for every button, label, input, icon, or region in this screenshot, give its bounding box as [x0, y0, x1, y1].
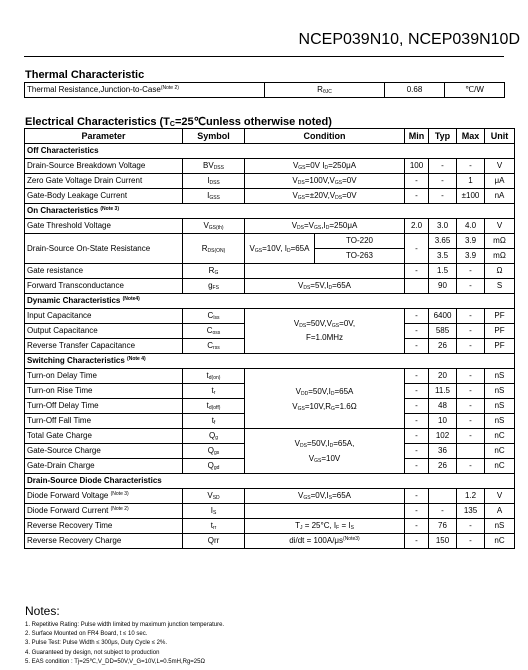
- note-item: 1. Repetitive Rating: Pulse width limited by maximum junction temperature.: [25, 622, 225, 628]
- thermal-table: [24, 82, 505, 98]
- thermal-param: Thermal Resistance,Junction-to-Case$^{(Note 2)}$: [25, 83, 265, 98]
- table-row: Gate resistance $R_G$ - 1.5 - Ω: [25, 264, 515, 279]
- thermal-unit: ℃/W: [445, 83, 505, 98]
- table-row: Drain-Source On-State Resistance $R_{DS(ON)}$ $V_{GS}=10V$, $I_D=65A$ TO-220 - 3.65 3.9 mΩ: [25, 234, 515, 249]
- table-row: Gate-Source Charge $Q_{gs}$ - 36 nC: [25, 444, 515, 459]
- table-row: Diode Forward Current $^{(Note 2)}$ $I_S$ - - 135 A: [25, 504, 515, 519]
- table-row: TO-263 3.5 3.9 mΩ: [25, 249, 515, 264]
- col-header-typ: Typ: [429, 129, 457, 144]
- thermal-symbol: $R_{\theta JC}$: [265, 83, 385, 98]
- thermal-value: 0.68: [385, 83, 445, 98]
- thermal-section-title: Thermal Characteristic: [25, 69, 145, 81]
- table-row: Gate Threshold Voltage $V_{GS(th)}$ $V_{DS}=V_{GS},I_D=250\mu A$ 2.0 3.0 4.0 V: [25, 219, 515, 234]
- table-row: Input Capacitance $C_{lss}$ $V_{DS}=50V,V_{GS}=0V$, F=1.0MHz - 6400 - PF: [25, 309, 515, 324]
- table-row: Gate-Body Leakage Current $I_{GSS}$ $V_{GS}=\pm 20V,V_{DS}=0V$ - - ±100 nA: [25, 189, 515, 204]
- note-item: 2. Surface Mounted on FR4 Board, t ≤ 10 sec.: [25, 631, 148, 638]
- col-header-max: Max: [457, 129, 485, 144]
- table-row: Diode Forward Voltage $^{(Note 3)}$ $V_{SD}$ $V_{GS}=0V,I_S=65A$ - 1.2 V: [25, 489, 515, 504]
- col-header-unit: Unit: [485, 129, 515, 144]
- electrical-section-title: Electrical Characteristics ($T_C=25℃unless$ otherwise noted): [25, 116, 332, 128]
- header-rule: [24, 56, 504, 57]
- table-row: Turn-on Delay Time $t_{d(on)}$ $V_{DD}=50V,I_D=65A$ $V_{GS}=10V,R_G=1.6\Omega$ - 20 - nS: [25, 369, 515, 384]
- col-header-min: Min: [405, 129, 429, 144]
- group-row-switching: Switching Characteristics $^{(Note 4)}$: [25, 354, 515, 369]
- col-header-condition: Condition: [245, 129, 405, 144]
- table-row: Output Capacitance $C_{oss}$ - 585 - PF: [25, 324, 515, 339]
- table-row: Reverse Recovery Time $t_{rr}$ $T_J = 25^\circ C$, $I_F = I_S$ - 76 - nS: [25, 519, 515, 534]
- table-row: Turn-Off Fall Time $t_f$ - 10 - nS: [25, 414, 515, 429]
- note-item: 5. EAS condition : Tj=25℃,V_DD=50V,V_G=10V,L=0.5mH,Rg=25Ω: [25, 658, 205, 665]
- thermal-row: [25, 83, 505, 98]
- table-row: Turn-Off Delay Time $t_{d(off)}$ - 48 - nS: [25, 399, 515, 414]
- table-row: Turn-on Rise Time $t_r$ - 11.5 - nS: [25, 384, 515, 399]
- table-row: Zero Gate Voltage Drain Current $I_{DSS}$ $V_{DS}=100V,V_{GS}=0V$ - - 1 μA: [25, 174, 515, 189]
- group-row-dynamic: Dynamic Characteristics $^{(Note4)}$: [25, 294, 515, 309]
- notes-list: [25, 621, 224, 667]
- group-row-off: Off Characteristics: [25, 144, 515, 159]
- note-item: 4. Guaranteed by design, not subject to production: [25, 649, 160, 656]
- col-header-parameter: Parameter: [25, 129, 183, 144]
- table-row: Reverse Transfer Capacitance $C_{rss}$ - 26 - PF: [25, 339, 515, 354]
- group-row-diode: Drain-Source Diode Characteristics: [25, 474, 515, 489]
- note-item: 3. Pulse Test: Pulse Width ≤ 300μs, Duty Cycle ≤ 2%.: [25, 640, 167, 647]
- notes-title: Notes:: [25, 604, 60, 618]
- part-number-title: NCEP039N10, NCEP039N10D: [298, 31, 520, 48]
- table-row: Drain-Source Breakdown Voltage $BV_{DSS}$ $V_{GS}=0V$ $I_D=250\mu A$ 100 - - V: [25, 159, 515, 174]
- group-row-on: On Characteristics $^{(Note 3)}$: [25, 204, 515, 219]
- table-row: Forward Transconductance $g_{FS}$ $V_{DS}=5V,I_D=65A$ 90 - S: [25, 279, 515, 294]
- table-row: Gate-Drain Charge $Q_{gd}$ - 26 - nC: [25, 459, 515, 474]
- table-row: Reverse Recovery Charge Qrr $di/dt = 100A/\mu s^{(Note3)}$ - 150 - nC: [25, 534, 515, 549]
- table-row: Total Gate Charge $Q_g$ $V_{DS}=50V,I_D=65A$, $V_{GS}=10V$ - 102 - nC: [25, 429, 515, 444]
- electrical-table: [24, 128, 515, 549]
- table-header-row: [25, 129, 515, 144]
- col-header-symbol: Symbol: [183, 129, 245, 144]
